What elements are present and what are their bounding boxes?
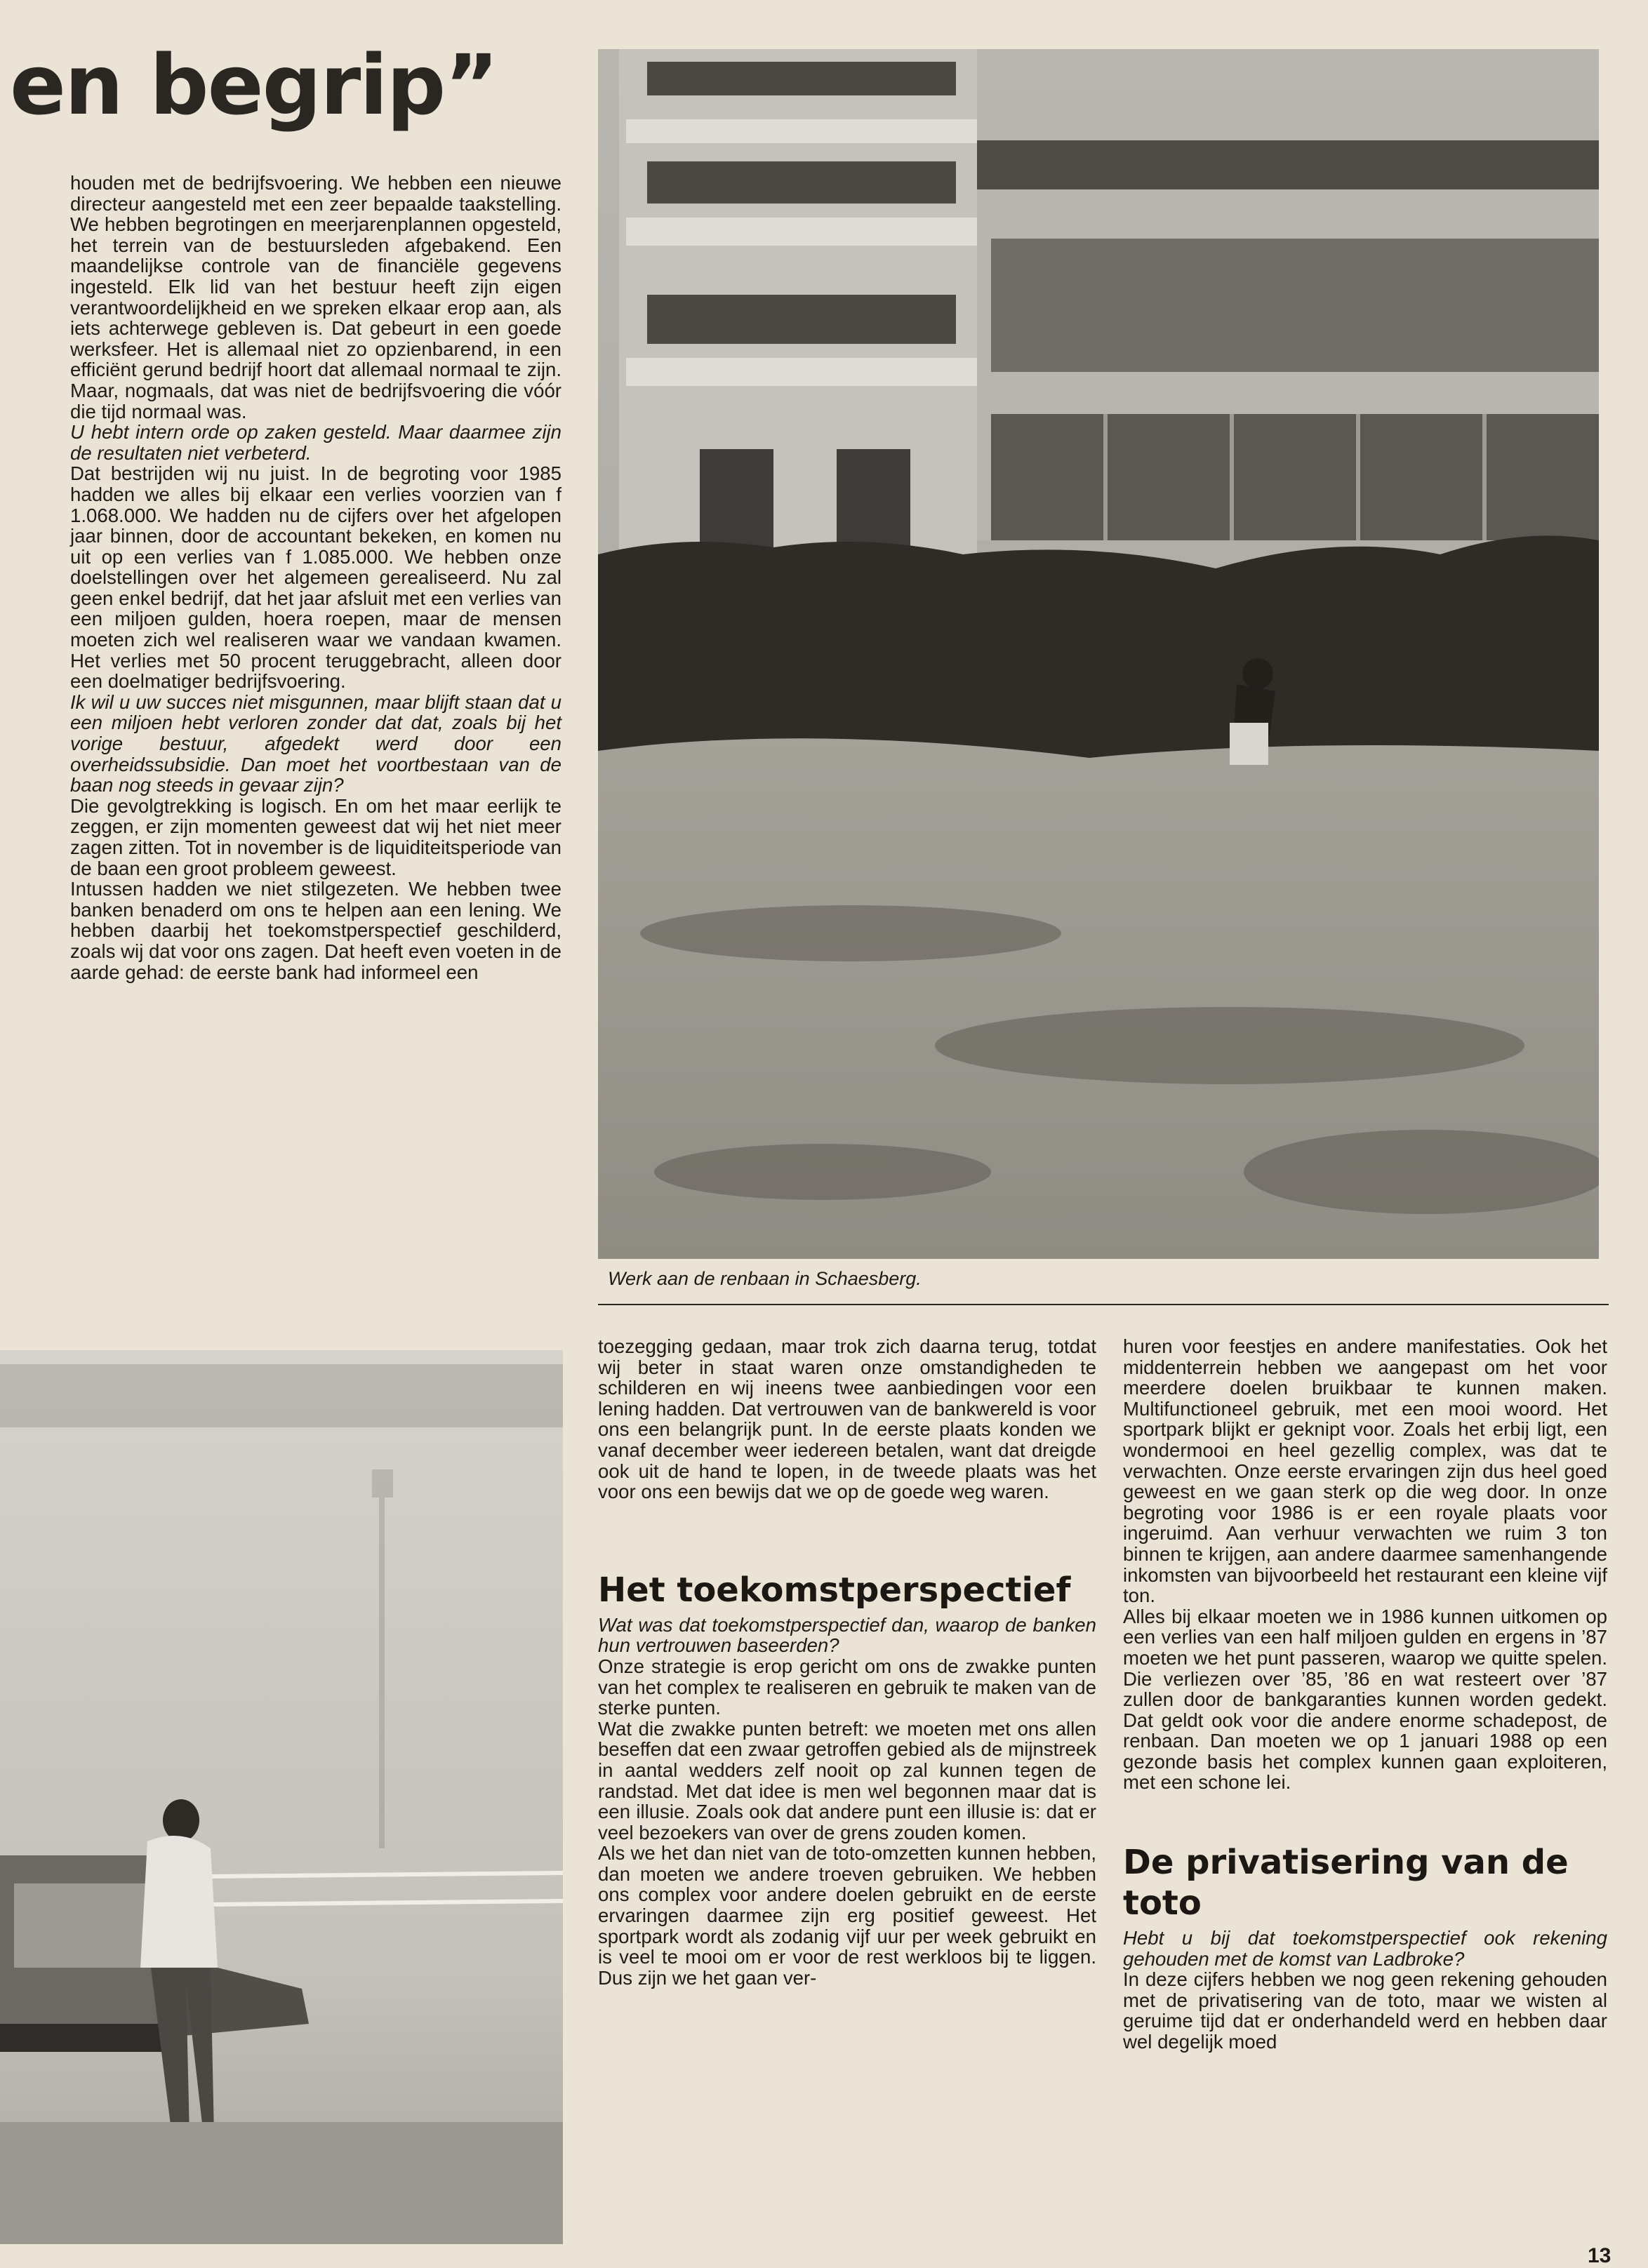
- paragraph: toezegging gedaan, maar trok zich daarna terug, totdat wij beter in staat waren onze omstandigheden te schilderen en wij ineens twee aanbiedingen voor een lening hadden. Dat vertrouwen van de bankwereld is voor ons een belangrijk punt. In de eerste plaats konden we vanaf december weer iedereen betalen, want dat dreigde ook uit de hand te lopen, in de tweede plaats was het voor ons een bewijs dat we op de goede weg waren.: [598, 1335, 1096, 1503]
- section-heading-privatisering: De privatisering van de toto: [1123, 1843, 1569, 1923]
- paragraph: Wat die zwakke punten betreft: we moeten met ons allen beseffen dat een zwaar getroffen gebied als de mijnstreek in aantal wedders zelf nooit op zal kunnen tegen de randstad. Met dat idee is men wel begonnen maar dat is een illusie. Zoals ook dat andere punt een illusie is: dat er veel bezoekers van over de grens zouden komen.: [598, 1717, 1096, 1843]
- paragraph: Die gevolgtrekking is logisch. En om het maar eerlijk te zeggen, er zijn momenten geweest dat wij het niet meer zagen zitten. Tot in november is de liquiditeitsperiode van de baan een groot probleem geweest.: [70, 794, 561, 879]
- photo-bulldozer-track: [0, 1350, 563, 2244]
- interview-question: Ik wil u uw succes niet misgunnen, maar blijft staan dat u een miljoen hebt verloren zonder dat dat, zoals bij het vorige bestuur, afgedekt werd door een overheidssubsidie. Dan moet het voortbestaan van de baan nog steeds in gevaar zijn?: [70, 691, 561, 796]
- paragraph: In deze cijfers hebben we nog geen rekening gehouden met de privatisering van de toto, maar we wisten al geruime tijd dat er onderhandeld werd en hebben daar wel degelijk moed: [1123, 1968, 1607, 2053]
- interview-question: Hebt u bij dat toekomstperspectief ook rekening gehouden met de komst van Ladbroke?: [1123, 1927, 1607, 1970]
- paragraph: Onze strategie is erop gericht om ons de zwakke punten van het complex te realiseren en gebruik te maken van de sterke punten.: [598, 1655, 1096, 1719]
- paragraph: Dat bestrijden wij nu juist. In de begroting voor 1985 hadden we alles bij elkaar een verlies voorzien van f 1.068.000. We hadden nu de cijfers over het afgelopen jaar binnen, door de accountant bekeken, en komen nu uit op een verlies van f 1.085.000. We hebben onze doelstellingen over het algemeen gerealiseerd. Nu zal geen enkel bedrijf, dat het jaar afsluit met een verlies van een miljoen gulden, hoera roepen, maar de mensen moeten zich wel realiseren waar we vandaan kwamen. Het verlies met 50 procent teruggebracht, alleen door een doelmatiger bedrijfsvoering.: [70, 462, 561, 693]
- interview-question: Wat was dat toekomstperspectief dan, waarop de banken hun vertrouwen baseerden?: [598, 1613, 1096, 1657]
- article-column-right: [1123, 1336, 1607, 2053]
- article-column-middle: [598, 1336, 1096, 1988]
- paragraph: huren voor feestjes en andere manifestaties. Ook het middenterrein hebben we aangepast om het voor meerdere doelen bruikbaar te kunnen maken. Multifunctioneel gebruik, met een mooi woord. Het sportpark blijkt er geknipt voor. Zoals het erbij ligt, een wondermooi en heel gezellig complex, was dat te verwachten. Onze eerste ervaringen zijn dus heel goed geweest en we gaan sterk op die weg door. In onze begroting voor 1986 is er een royale plaats voor ingeruimd. Aan verhuur verwachten we ruim 3 ton binnen te krijgen, aan andere daarmee samenhangende inkomsten van bijvoorbeeld het restaurant een kleine vijf ton.: [1123, 1335, 1607, 1607]
- interview-question: U hebt intern orde op zaken gesteld. Maar daarmee zijn de resultaten niet verbeterd.: [70, 421, 561, 464]
- paragraph: Als we het dan niet van de toto-omzetten kunnen hebben, dan moeten we andere troeven gebruiken. We hebben ons complex voor andere doelen gebruikt en de eerste ervaringen daarmee zijn erg positief geweest. Het sportpark wordt als zodanig vijf uur per week gebruikt en is veel te mooi om er voor de rest werkloos bij te liggen. Dus zijn we het gaan ver-: [598, 1842, 1096, 1989]
- paragraph: Alles bij elkaar moeten we in 1986 kunnen uitkomen op een verlies van een half miljoen gulden en ergens in ’87 moeten we het punt passeren, waarop we quitte spelen. Die verliezen over ’85, ’86 en wat resteert over ’87 zullen door de bankgaranties kunnen worden gedekt. Dat geldt ook voor die andere enorme schadepost, de renbaan. Dan moeten we op 1 januari 1988 op een gezonde basis het complex kunnen gaan exploiteren, met een schone lei.: [1123, 1605, 1607, 1794]
- photo-racetrack-construction: [598, 49, 1599, 1259]
- headline: en begrip”: [10, 36, 498, 133]
- paragraph: houden met de bedrijfsvoering. We hebben een nieuwe directeur aangesteld met een zeer bepaalde taakstelling. We hebben begrotingen en meerjarenplannen opgesteld, het terrein van de bestuursleden afgebakend. Een maandelijkse controle van de financiële gegevens ingesteld. Elk lid van het bestuur heeft zijn eigen verantwoordelijkheid en we spreken elkaar erop aan, als iets achterwege gebleven is. Dat gebeurt in een goede werksfeer. Het is allemaal niet zo opzienbarend, in een efficiënt gerund bedrijf hoort dat allemaal normaal te zijn. Maar, nogmaals, dat was niet de bedrijfsvoering die vóór die tijd normaal was.: [70, 172, 561, 422]
- page-number: 13: [1588, 2244, 1612, 2267]
- photo-caption: Werk aan de renbaan in Schaesberg.: [608, 1268, 922, 1289]
- section-heading-toekomstperspectief: Het toekomstperspectief: [598, 1570, 1071, 1610]
- article-column-left: [70, 173, 561, 982]
- caption-divider: [598, 1304, 1609, 1305]
- paragraph: Intussen hadden we niet stilgezeten. We hebben twee banken benaderd om ons te helpen aan een lening. We hebben daarbij het toekomstperspectief geschilderd, zoals wij dat voor ons zagen. Dat heeft even voeten in de aarde gehad: de eerste bank had informeel een: [70, 878, 561, 983]
